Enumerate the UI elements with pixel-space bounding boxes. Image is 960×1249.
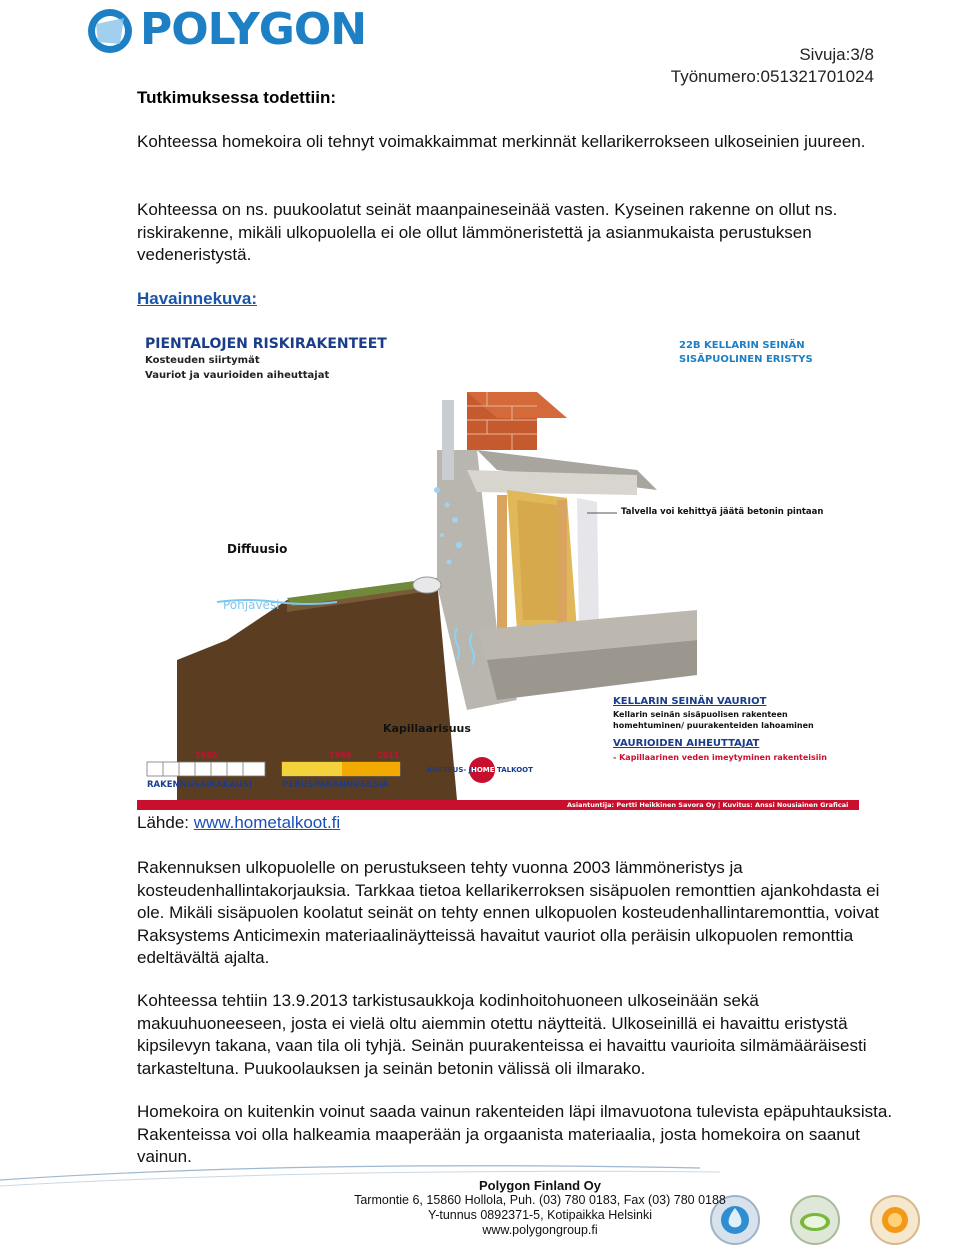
figure-right-title-1: 22B KELLARIN SEINÄN [679, 340, 805, 351]
year-label-2: 1980 [329, 751, 352, 760]
label-ice: Talvella voi kehittyä jäätä betonin pintaan [621, 507, 824, 517]
illustration-heading: Havainnekuva: [137, 289, 257, 308]
damage-title: KELLARIN SEINÄN VAURIOT [613, 696, 767, 707]
paragraph-2: Kohteessa on ns. puukoolatut seinät maanpaineseinää vasten. Kyseinen rakenne on ollut ns. riskirakenne, mikäli ulkopuolella ei ole ollut lämmöneristettä ja asianmukaista perustuksen vedeneristystä. [137, 200, 838, 264]
page-info [671, 44, 874, 88]
figure-subtitle-2: Vauriot ja vaurioiden aiheuttajat [145, 370, 330, 381]
badge-home-text: HOME [471, 766, 495, 774]
sun-icon [874, 1198, 916, 1240]
label-groundwater: Pohjavesi [223, 598, 280, 612]
footer-website[interactable]: www.polygongroup.fi [482, 1223, 598, 1237]
era-label-2: PERUSPARANNUSKSIA [282, 780, 389, 790]
source-link[interactable]: www.hometalkoot.fi [193, 813, 341, 832]
footer-company: Polygon Finland Oy [478, 1178, 602, 1193]
year-label-3: 2011 [377, 751, 400, 760]
paragraph-3: Rakennuksen ulkopuolelle on perustukseen tehty vuonna 2003 lämmöneristys ja kosteudenhallintakorjauksia. Tarkkaa tietoa kellarikerroksen sisäpuolen remonttien ajankohdasta ei ole. Mikäli sisäpuolen koolatut seinät on tehty ennen ulkopuolen kosteudenhallintaremonttia, voivat Raksystems Anticimexin materiaalinäytteissä havaitut vauriot olla peräisin ulkopuolen remonttia edeltävältä ajalta. [137, 858, 880, 967]
figure-title: PIENTALOJEN RISKIRAKENTEET [145, 336, 387, 352]
badge-left-text: KOSTEUS- JA [427, 766, 477, 774]
footer-address: Tarmontie 6, 15860 Hollola, Puh. (03) 780 0183, Fax (03) 780 0188 [354, 1193, 726, 1207]
footer-business-id: Y-tunnus 0892371-5, Kotipaikka Helsinki [428, 1208, 652, 1222]
label-capillary: Kapillaarisuus [383, 722, 471, 735]
logo-text: POLYGON [140, 4, 367, 55]
cause-text: - Kapillaarinen veden imeytyminen rakenteisiin [613, 753, 827, 762]
damage-text-2: homehtuminen/ puurakenteiden lahoaminen [613, 721, 814, 730]
figure-right-title-2: SISÄPUOLINEN ERISTYS [679, 354, 813, 365]
source-label: Lähde: [137, 813, 189, 832]
figure-credits: Asiantuntija: Pertti Heikkinen Savora Oy | Kuvitus: Anssi Nousiainen Graficai Oy [567, 801, 849, 819]
page-number: Sivuja:3/8 [799, 45, 874, 64]
work-number: Työnumero:051321701024 [670, 67, 874, 86]
footer [260, 1178, 820, 1238]
paragraph-5: Homekoira on kuitenkin voinut saada vainun rakenteiden läpi ilmavuotona tulevista epäpuhtauksista. Rakenteissa voi olla halkeamia maaperään ja orgaanista materiaalia, josta homekoira on saanut vainun. [137, 1102, 893, 1166]
cause-title: VAURIOIDEN AIHEUTTAJAT [613, 738, 760, 749]
paragraph-4: Kohteessa tehtiin 13.9.2013 tarkistusaukkoja kodinhoitohuoneen ulkoseinään sekä makuuhuoneeseen, josta ei vielä oltu aiemmin otettu näytteitä. Ulkoseinillä ei havaittu eristystä kipsilevyn takana, vaan tila oli tyhjä. Seinän puurakenteissa ei havaittu vaurioita silmämääräisesti tarkasteltuna. Puukoolauksen ja seinän betonin välissä oli ilmarako. [137, 991, 867, 1078]
risk-structure-illustration [137, 330, 859, 819]
section-heading: Tutkimuksessa todettiin: [137, 88, 336, 107]
era-label-1: RAKENNUSAIKAKAUSI [147, 780, 252, 790]
paragraph-1: Kohteessa homekoira oli tehnyt voimakkaimmat merkinnät kellarikerrokseen ulkoseinien juureen. [137, 132, 866, 151]
year-label-1: 1980 [195, 751, 218, 760]
figure-subtitle-1: Kosteuden siirtymät [145, 355, 260, 366]
damage-text-1: Kellarin seinän sisäpuolisen rakenteen [613, 710, 788, 719]
badge-right-text: TALKOOT [497, 766, 533, 774]
source-line [137, 813, 340, 833]
label-diffusion: Diffuusio [227, 542, 288, 556]
